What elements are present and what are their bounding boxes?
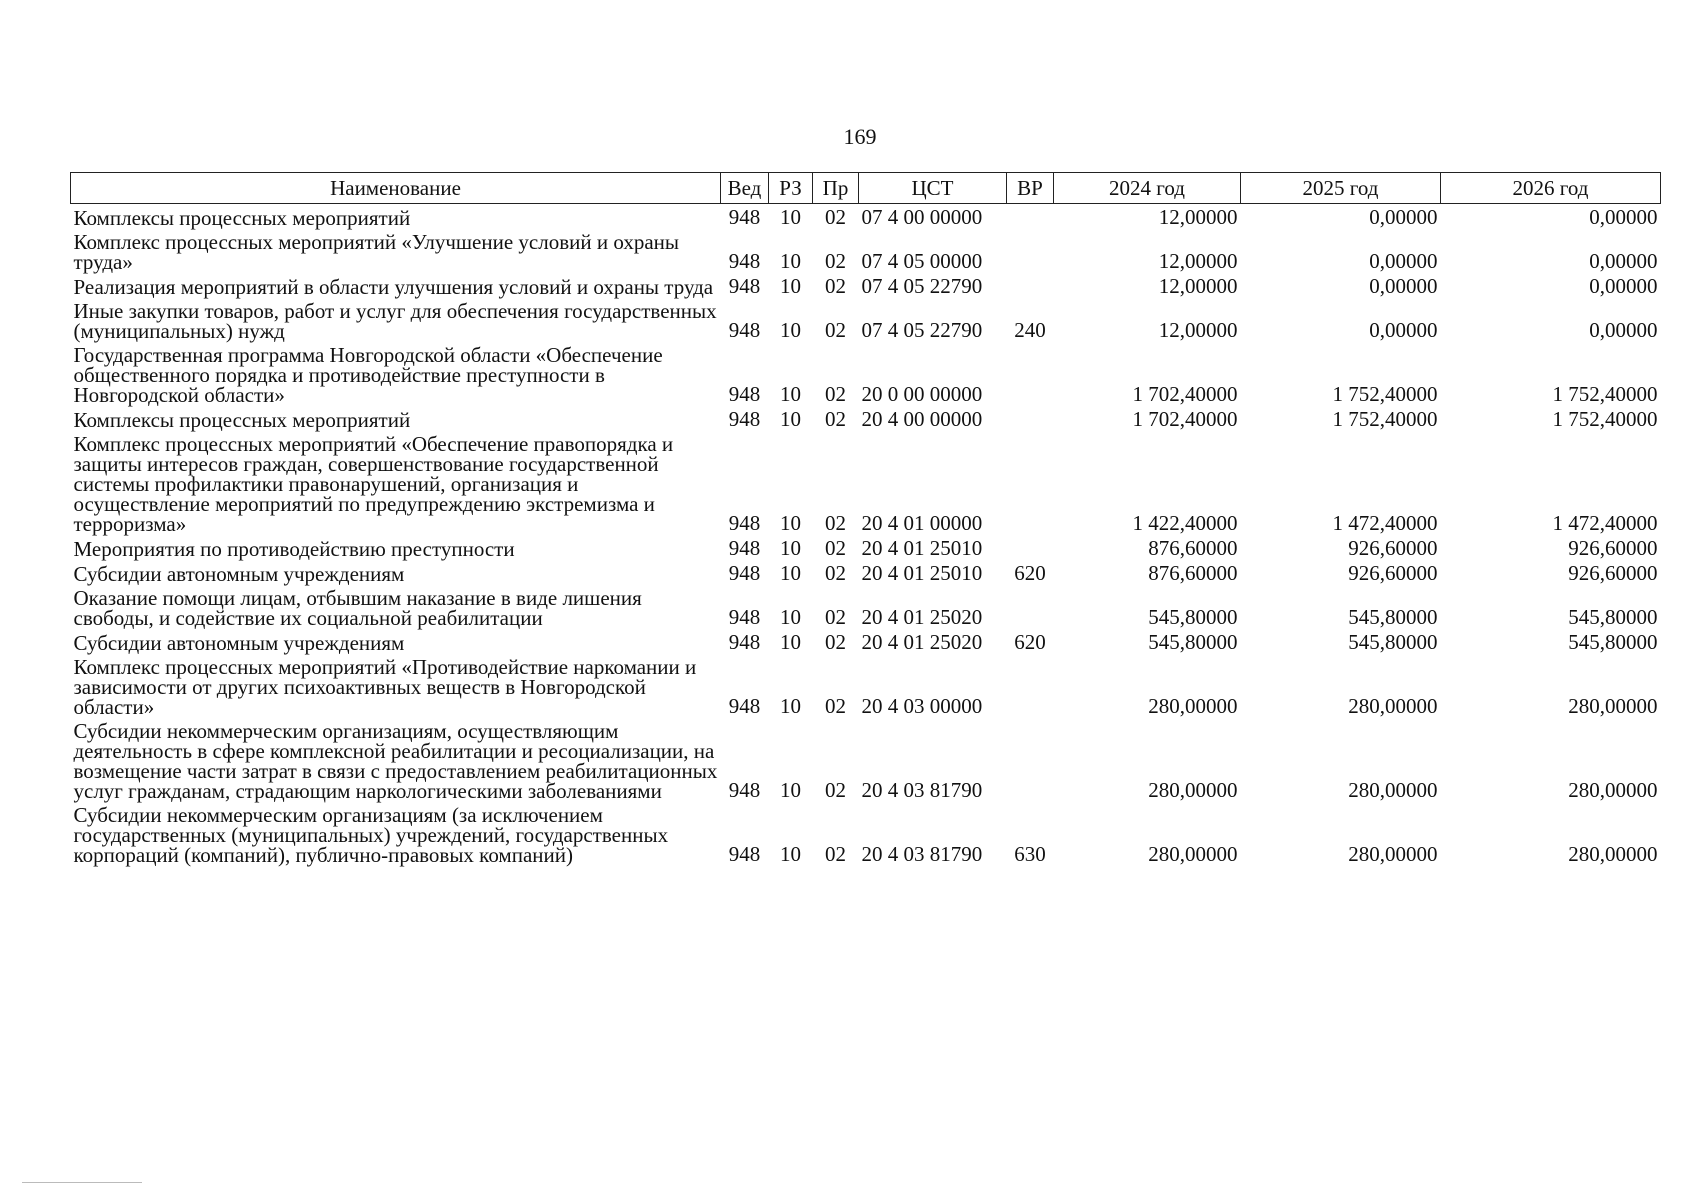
cell-2026: 0,00000 [1589, 249, 1658, 273]
cell-name: Субсидии автономным учреждениям [73, 562, 405, 586]
cell-pr: 02 [825, 630, 846, 654]
cell-rz: 10 [780, 274, 801, 298]
table-body [71, 204, 1661, 867]
cell-cst: 07 4 05 22790 [861, 274, 983, 298]
table-row [71, 406, 1661, 431]
cell-rz: 10 [780, 842, 801, 866]
scan-artifact-line [22, 1182, 142, 1183]
cell-cst: 20 4 03 81790 [861, 842, 983, 866]
page-number: 169 [843, 124, 877, 149]
header-cst: ЦСТ [859, 173, 1007, 204]
cell-vr: 630 [1014, 842, 1046, 866]
cell-cst: 20 4 03 81790 [861, 778, 983, 802]
cell-name: Субсидии некоммерческим организациям (за исключением государственных (муниципальных) учреждений, государственных корпораций (компаний), публично-правовых компаний) [73, 803, 669, 867]
cell-2026: 1 752,40000 [1552, 407, 1658, 431]
cell-name: Комплекс процессных мероприятий «Улучшение условий и охраны труда» [73, 230, 680, 274]
cell-pr: 02 [825, 205, 846, 229]
cell-2024: 876,60000 [1148, 561, 1238, 585]
cell-2025: 1 472,40000 [1332, 511, 1438, 535]
cell-2026: 280,00000 [1568, 778, 1658, 802]
cell-2026: 545,80000 [1568, 630, 1658, 654]
cell-vr [1007, 718, 1054, 802]
header-rz: РЗ [769, 173, 813, 204]
cell-cst: 20 4 01 00000 [861, 511, 983, 535]
cell-ved: 948 [728, 605, 761, 629]
cell-rz: 10 [780, 407, 801, 431]
header-pr: Пр [813, 173, 859, 204]
cell-vr [1007, 273, 1054, 298]
cell-pr: 02 [825, 318, 846, 342]
cell-ved: 948 [728, 536, 761, 560]
table-header [71, 173, 1661, 204]
cell-pr: 02 [825, 561, 846, 585]
cell-2024: 876,60000 [1148, 536, 1238, 560]
cell-pr: 02 [825, 382, 846, 406]
cell-cst: 07 4 05 22790 [861, 318, 983, 342]
cell-cst: 07 4 00 00000 [861, 205, 983, 229]
cell-pr: 02 [825, 274, 846, 298]
header-2024: 2024 год [1054, 173, 1241, 204]
cell-cst: 20 4 00 00000 [861, 407, 983, 431]
table-row [71, 535, 1661, 560]
table-row [71, 802, 1661, 866]
cell-ved: 948 [728, 318, 761, 342]
header-2025: 2025 год [1241, 173, 1441, 204]
cell-2024: 280,00000 [1148, 842, 1238, 866]
cell-cst: 20 4 01 25010 [861, 561, 983, 585]
cell-2024: 12,00000 [1158, 318, 1238, 342]
table-row [71, 204, 1661, 230]
header-vr: ВР [1007, 173, 1054, 204]
cell-rz: 10 [780, 382, 801, 406]
budget-table [70, 172, 1661, 866]
table-row [71, 298, 1661, 342]
table-row [71, 654, 1661, 718]
cell-2025: 280,00000 [1348, 778, 1438, 802]
table-row [71, 718, 1661, 802]
cell-2024: 1 422,40000 [1132, 511, 1238, 535]
cell-ved: 948 [728, 511, 761, 535]
cell-rz: 10 [780, 778, 801, 802]
cell-2025: 0,00000 [1369, 274, 1438, 298]
cell-2025: 1 752,40000 [1332, 382, 1438, 406]
cell-vr: 620 [1014, 630, 1046, 654]
cell-2024: 12,00000 [1158, 249, 1238, 273]
cell-2026: 0,00000 [1589, 205, 1658, 229]
cell-ved: 948 [728, 778, 761, 802]
cell-name: Реализация мероприятий в области улучшения условий и охраны труда [73, 275, 714, 299]
cell-pr: 02 [825, 536, 846, 560]
cell-rz: 10 [780, 205, 801, 229]
cell-2026: 926,60000 [1568, 561, 1658, 585]
cell-ved: 948 [728, 407, 761, 431]
cell-ved: 948 [728, 561, 761, 585]
cell-rz: 10 [780, 318, 801, 342]
cell-2024: 545,80000 [1148, 630, 1238, 654]
cell-vr: 620 [1014, 561, 1046, 585]
cell-name: Комплексы процессных мероприятий [73, 408, 411, 432]
table-row [71, 229, 1661, 273]
cell-2025: 0,00000 [1369, 318, 1438, 342]
cell-ved: 948 [728, 249, 761, 273]
cell-2026: 1 752,40000 [1552, 382, 1658, 406]
cell-vr [1007, 535, 1054, 560]
cell-name: Субсидии автономным учреждениям [73, 631, 405, 655]
cell-pr: 02 [825, 511, 846, 535]
cell-ved: 948 [728, 205, 761, 229]
cell-vr: 240 [1014, 318, 1046, 342]
cell-2026: 1 472,40000 [1552, 511, 1658, 535]
cell-vr [1007, 406, 1054, 431]
cell-rz: 10 [780, 249, 801, 273]
cell-name: Иные закупки товаров, работ и услуг для обеспечения государственных (муниципальных) нужд [73, 299, 717, 343]
cell-rz: 10 [780, 694, 801, 718]
cell-2024: 545,80000 [1148, 605, 1238, 629]
cell-ved: 948 [728, 694, 761, 718]
cell-ved: 948 [728, 274, 761, 298]
cell-pr: 02 [825, 694, 846, 718]
cell-2025: 280,00000 [1348, 694, 1438, 718]
cell-rz: 10 [780, 561, 801, 585]
cell-vr [1007, 342, 1054, 406]
cell-2024: 1 702,40000 [1132, 407, 1238, 431]
cell-2025: 0,00000 [1369, 249, 1438, 273]
cell-name: Комплекс процессных мероприятий «Обеспечение правопорядка и защиты интересов граждан, совершенствование государственной системы профилактики правонарушений, организация и осуществление мероприятий по предупреждению экстремизма и терроризма» [73, 432, 674, 536]
cell-name: Комплекс процессных мероприятий «Противодействие наркомании и зависимости от других психоактивных веществ в Новгородской области» [73, 655, 697, 719]
cell-2025: 0,00000 [1369, 205, 1438, 229]
table-row [71, 629, 1661, 654]
cell-rz: 10 [780, 605, 801, 629]
cell-rz: 10 [780, 536, 801, 560]
cell-2026: 0,00000 [1589, 274, 1658, 298]
table-row [71, 585, 1661, 629]
cell-2025: 926,60000 [1348, 561, 1438, 585]
cell-cst: 20 4 03 00000 [861, 694, 983, 718]
cell-vr [1007, 654, 1054, 718]
cell-ved: 948 [728, 630, 761, 654]
cell-2024: 280,00000 [1148, 694, 1238, 718]
table-row [71, 560, 1661, 585]
cell-pr: 02 [825, 778, 846, 802]
cell-name: Оказание помощи лицам, отбывшим наказание в виде лишения свободы, и содействие их социальной реабилитации [73, 586, 642, 630]
cell-rz: 10 [780, 511, 801, 535]
cell-2026: 280,00000 [1568, 694, 1658, 718]
cell-2024: 1 702,40000 [1132, 382, 1238, 406]
cell-ved: 948 [728, 842, 761, 866]
cell-cst: 20 0 00 00000 [861, 382, 983, 406]
cell-pr: 02 [825, 605, 846, 629]
table-row [71, 431, 1661, 535]
cell-2025: 545,80000 [1348, 605, 1438, 629]
cell-2026: 545,80000 [1568, 605, 1658, 629]
cell-2026: 926,60000 [1568, 536, 1658, 560]
cell-2024: 280,00000 [1148, 778, 1238, 802]
cell-2024: 12,00000 [1158, 205, 1238, 229]
cell-name: Комплексы процессных мероприятий [73, 206, 411, 230]
cell-vr [1007, 431, 1054, 535]
cell-name: Государственная программа Новгородской области «Обеспечение общественного порядка и противодействие преступности в Новгородской области» [73, 343, 663, 407]
cell-rz: 10 [780, 630, 801, 654]
table-row [71, 342, 1661, 406]
cell-name: Мероприятия по противодействию преступности [73, 537, 515, 561]
cell-2025: 280,00000 [1348, 842, 1438, 866]
cell-vr [1007, 204, 1054, 230]
cell-cst: 20 4 01 25010 [861, 536, 983, 560]
cell-pr: 02 [825, 249, 846, 273]
cell-pr: 02 [825, 407, 846, 431]
header-name: Наименование [71, 173, 721, 204]
cell-name: Субсидии некоммерческим организациям, осуществляющим деятельность в сфере комплексной реабилитации и ресоциализации, на возмещение части затрат в связи с предоставлением реабилитационных услуг гражданам, страдающим наркологическими заболеваниями [73, 719, 718, 803]
cell-cst: 07 4 05 00000 [861, 249, 983, 273]
cell-pr: 02 [825, 842, 846, 866]
cell-ved: 948 [728, 382, 761, 406]
cell-2025: 926,60000 [1348, 536, 1438, 560]
cell-2026: 0,00000 [1589, 318, 1658, 342]
cell-cst: 20 4 01 25020 [861, 630, 983, 654]
header-ved: Вед [721, 173, 769, 204]
cell-vr [1007, 585, 1054, 629]
cell-2025: 545,80000 [1348, 630, 1438, 654]
cell-2025: 1 752,40000 [1332, 407, 1438, 431]
cell-2026: 280,00000 [1568, 842, 1658, 866]
header-2026: 2026 год [1441, 173, 1661, 204]
table-row [71, 273, 1661, 298]
cell-cst: 20 4 01 25020 [861, 605, 983, 629]
cell-vr [1007, 229, 1054, 273]
cell-2024: 12,00000 [1158, 274, 1238, 298]
